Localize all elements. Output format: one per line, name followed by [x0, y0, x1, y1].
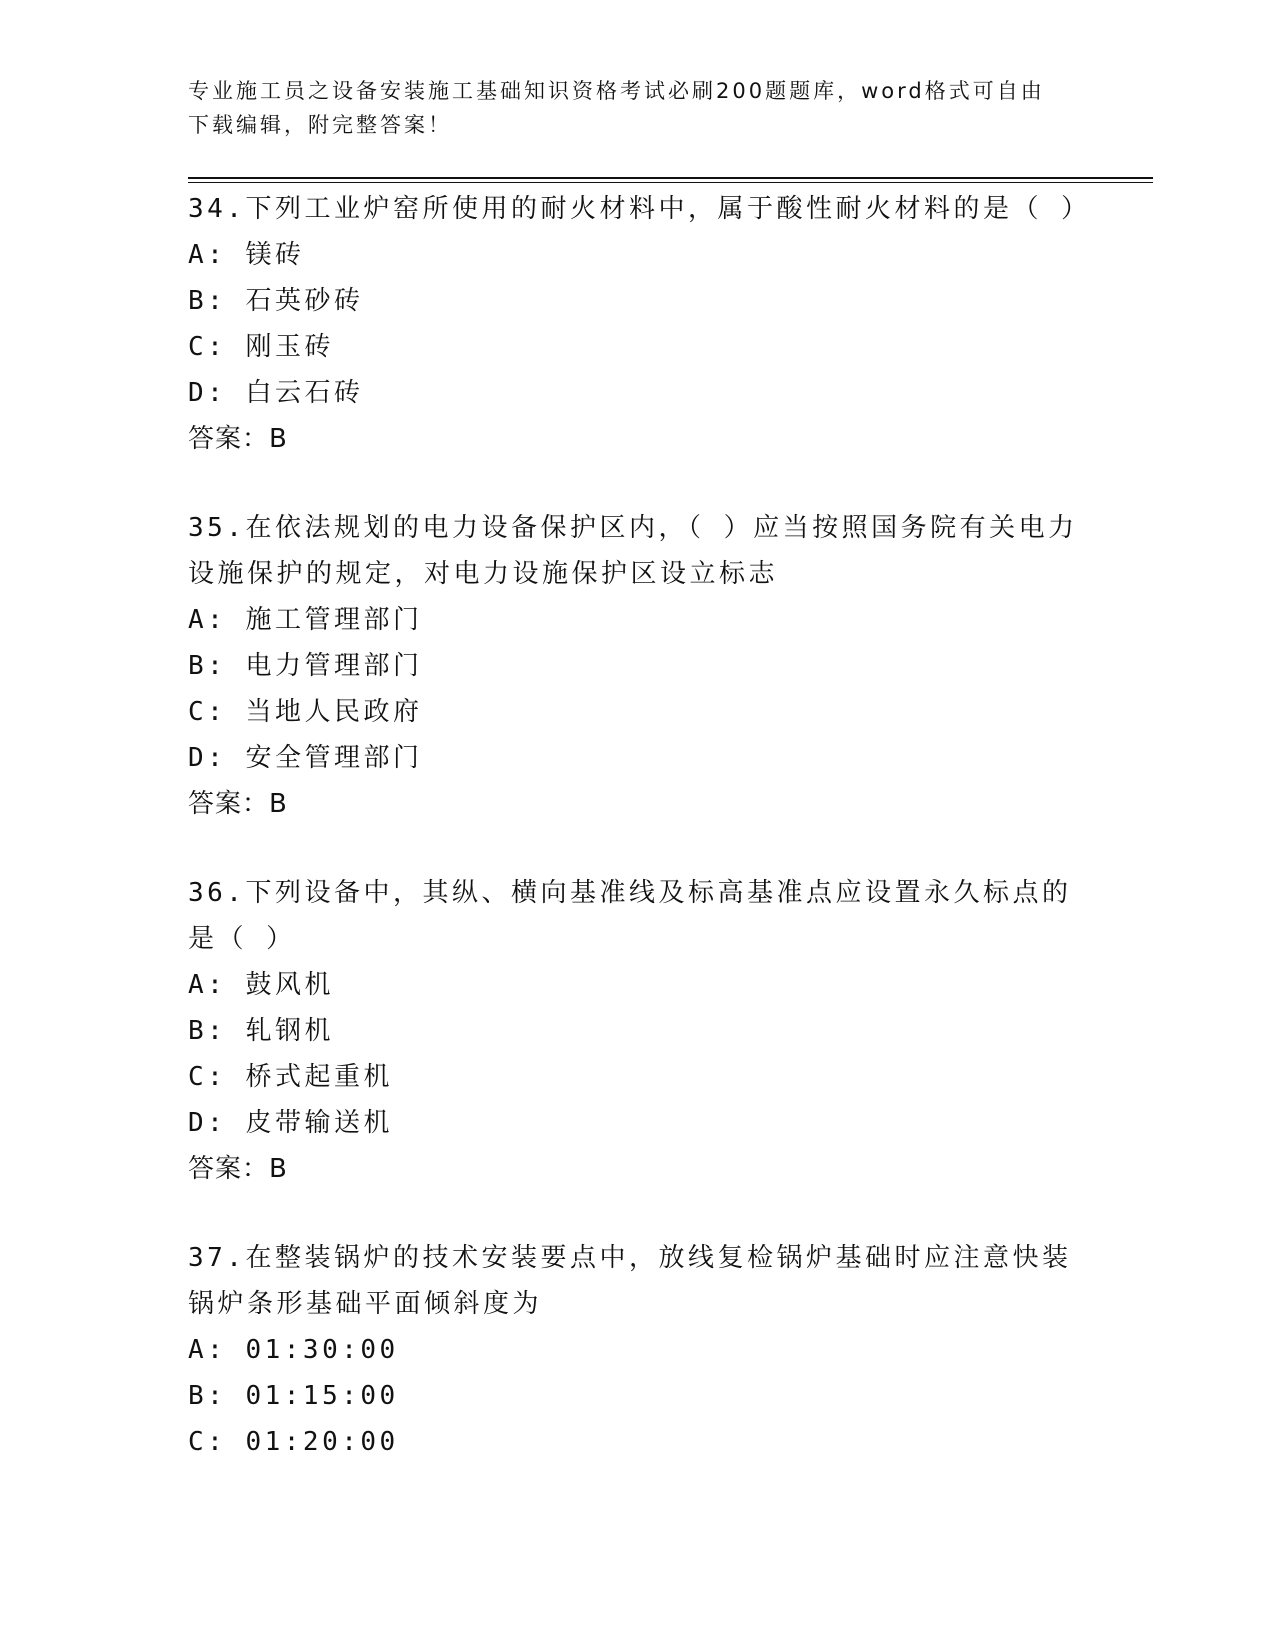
option-d: D: 安全管理部门 [188, 743, 423, 773]
document-header: 专业施工员之设备安装施工基础知识资格考试必刷200题题库，word格式可自由下载编辑，附完整答案！ [188, 79, 1045, 137]
question-stem: 37.在整装锅炉的技术安装要点中，放线复检锅炉基础时应注意快装锅炉条形基础平面倾斜度为 [188, 1243, 1072, 1319]
answer-line: 答案：B [188, 424, 288, 454]
question-stem: 35.在依法规划的电力设备保护区内，（ ）应当按照国务院有关电力设施保护的规定，对电力设施保护区设立标志 [188, 513, 1078, 589]
option-c: C: 01:20:00 [188, 1427, 399, 1457]
option-a: A: 镁砖 [188, 240, 305, 270]
option-a: A: 鼓风机 [188, 970, 334, 1000]
option-a: A: 01:30:00 [188, 1335, 399, 1365]
answer-line: 答案：B [188, 789, 288, 819]
option-b: B: 01:15:00 [188, 1381, 399, 1411]
option-b: B: 电力管理部门 [188, 651, 423, 681]
option-b: B: 石英砂砖 [188, 286, 364, 316]
option-c: C: 桥式起重机 [188, 1062, 393, 1092]
question-34 [188, 186, 1091, 462]
option-d: D: 白云石砖 [188, 378, 364, 408]
question-35 [188, 505, 1088, 827]
question-36 [188, 870, 1088, 1192]
header-divider-thick [188, 177, 1153, 179]
question-stem: 36.下列设备中，其纵、横向基准线及标高基准点应设置永久标点的是（ ） [188, 878, 1072, 954]
question-stem: 34.下列工业炉窑所使用的耐火材料中，属于酸性耐火材料的是（ ） [188, 194, 1091, 224]
option-c: C: 当地人民政府 [188, 697, 423, 727]
question-37 [188, 1235, 1088, 1465]
question-list [188, 186, 1091, 1508]
option-b: B: 轧钢机 [188, 1016, 334, 1046]
header-divider-thin [188, 182, 1153, 183]
option-d: D: 皮带输送机 [188, 1108, 393, 1138]
option-c: C: 刚玉砖 [188, 332, 334, 362]
option-a: A: 施工管理部门 [188, 605, 423, 635]
answer-line: 答案：B [188, 1154, 288, 1184]
